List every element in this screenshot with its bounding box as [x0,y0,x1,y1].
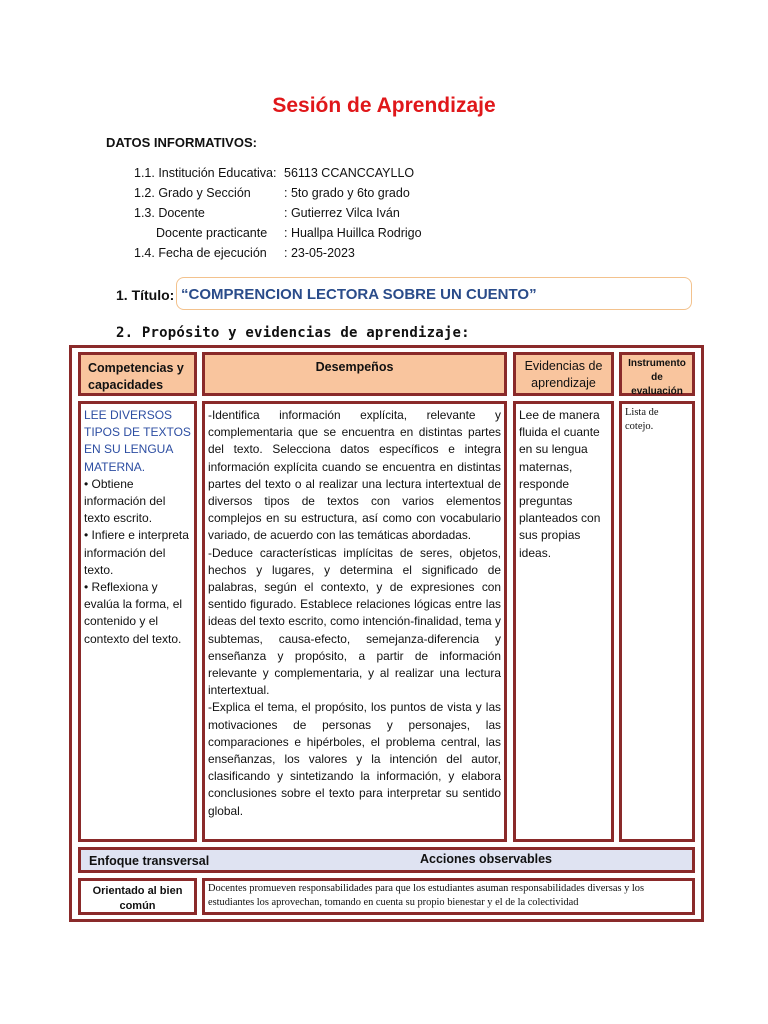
info-row [134,246,355,260]
header-instrumento: Instrumento de evaluación [619,352,695,396]
info-row [134,226,422,240]
capacidades-list [84,476,191,648]
info-row [134,166,414,180]
info-value: : 23-05-2023 [284,246,355,260]
info-label: 1.2. Grado y Sección [134,186,251,200]
capacidad-item: • Infiere e interpreta información del texto. [84,528,189,577]
competencia-title: LEE DIVERSOS TIPOS DE TEXTOS EN SU LENGUA MATERNA. [84,408,191,474]
capacidad-item: • Reflexiona y evalúa la forma, el contenido y el contexto del texto. [84,580,183,646]
info-value: : 5to grado y 6to grado [284,186,410,200]
acciones-value: Docentes promueven responsabilidades para que los estudiantes asuman responsabilidades diversas y los estudiantes los aprovechan, tomando en cuenta su propio bienestar y el de la colectividad [202,878,695,915]
titulo-label: 1. Título: [116,287,175,303]
info-row [134,206,400,220]
desempenos-cell [202,401,507,842]
header-competencias: Competencias y capacidades [78,352,197,396]
instrumento-text: Lista de cotejo. [625,407,659,432]
desempeno-paragraph: -Explica el tema, el propósito, los puntos de vista y las motivaciones de personas y personajes, las comparaciones e hipérboles, el problema central, las enseñanzas, los valores y la intención del autor, clasificando y sintetizando la información, y elabora conclusiones sobre el texto para interpretar su sentido global. [208,700,501,818]
acciones-label: Acciones observables [419,852,552,866]
instrumento-cell [619,401,695,842]
info-label: 1.1. Institución Educativa: [134,166,277,180]
evidencia-text: Lee de manera fluida el cuante en su lengua maternas, responde preguntas planteados con sus propias ideas. [519,408,601,560]
header-desempenos: Desempeños [202,352,507,396]
proposito-label: 2. Propósito y evidencias de aprendizaje: [116,325,470,341]
header-evidencias: Evidencias de aprendizaje [513,352,614,396]
info-value: : Huallpa Huillca Rodrigo [284,226,422,240]
info-label: 1.3. Docente [134,206,205,220]
info-label: Docente practicante [156,226,268,240]
enfoque-label: Enfoque transversal [89,854,210,868]
capacidad-item: • Obtiene información del texto escrito. [84,476,166,526]
competencias-cell [78,401,197,842]
evidencias-cell [513,401,614,842]
desempeno-paragraph: -Deduce características implícitas de seres, objetos, hechos y lugares, y determina el significado de palabras, según el contexto, y de expresiones con sentido figurado. Establece relaciones lógicas entre las ideas del texto escrito, como intención-finalidad, tema y subtemas, causa-efecto, semejanza-diferencia y enseñanza y propósito, a partir de información relevante y complementaria, y al realizar una lectura intertextual. [208,545,501,698]
desempeno-paragraph: -Identifica información explícita, relevante y complementaria que se encuentra en distintas partes del texto. Selecciona datos específicos e integra información explícita cuando se encuentra en distintas partes del texto o al realizar una lectura intertextual de diversos tipos de textos con varios elementos complejos en su estructura, así como con vocabulario variado, de acuerdo con las temáticas abordadas. [208,408,501,543]
enfoque-header-row [78,847,695,873]
titulo-value: “COMPRENCION LECTORA SOBRE UN CUENTO” [181,286,537,303]
info-value: 56113 CCANCCAYLLO [284,166,415,180]
datos-heading: DATOS INFORMATIVOS: [106,135,257,150]
info-row [134,186,410,200]
info-value: : Gutierrez Vilca Iván [284,206,400,220]
enfoque-value: Orientado al bien común [78,878,197,915]
page-title: Sesión de Aprendizaje [272,94,496,117]
info-label: 1.4. Fecha de ejecución [134,246,267,260]
